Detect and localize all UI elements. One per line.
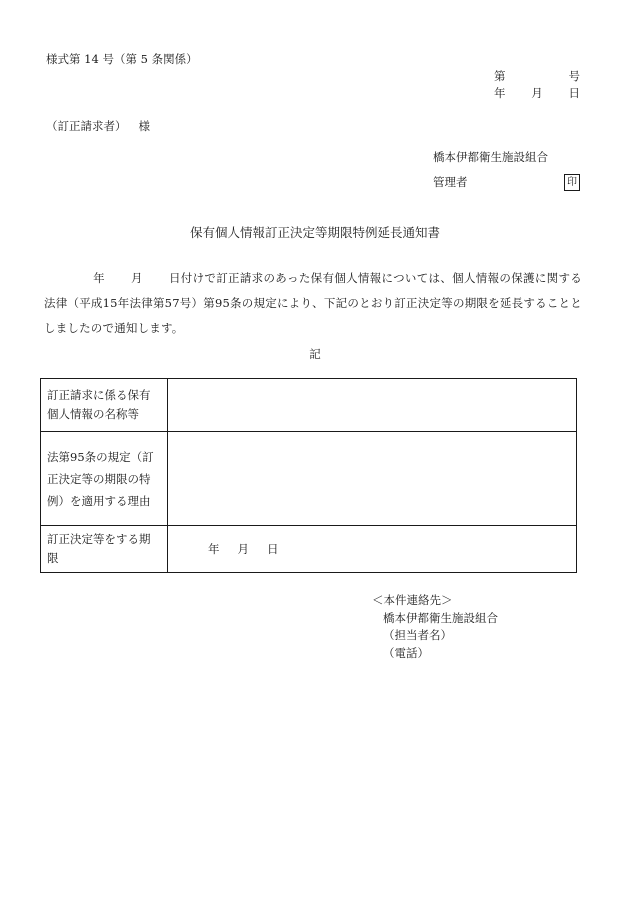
issue-date: [494, 87, 580, 101]
contact-person: （担当者名）: [383, 628, 452, 642]
seal-stamp: 印: [564, 174, 580, 191]
row-value-info-name: [168, 379, 577, 432]
row-value-reason: [168, 432, 577, 526]
recipient: [46, 120, 150, 134]
document-title: 保有個人情報訂正決定等期限特例延長通知書: [189, 225, 440, 240]
body-year: 年: [93, 271, 105, 285]
deadline-year: 年: [208, 541, 220, 556]
body-text: 日付けで訂正請求のあった保有個人情報については、個人情報の保護に関する法律（平成15年法律第57号）第95条の規定により、下記のとおり訂正決定等の期限を延長することとしましたので通知します。: [44, 271, 583, 335]
sender-organization: 橋本伊都衛生施設組合: [433, 150, 548, 164]
details-table: [40, 378, 577, 573]
contact-block: [372, 592, 498, 662]
form-number: 様式第 14 号（第 5 条関係）: [46, 52, 198, 66]
document-number: [494, 70, 580, 84]
contact-organization: 橋本伊都衛生施設組合: [383, 610, 498, 625]
sender-title: 管理者: [433, 175, 468, 189]
table-row: [41, 432, 577, 526]
row-label-reason: 法第95条の規定（訂正決定等の期限の特例）を適用する理由: [41, 432, 168, 526]
issue-date-month: 月: [531, 86, 543, 100]
row-label-info-name: 訂正請求に係る保有個人情報の名称等: [41, 379, 168, 432]
table-row: [41, 379, 577, 432]
deadline-month: 月: [237, 541, 249, 556]
recipient-honorific: 様: [138, 119, 150, 133]
recipient-name: （訂正請求者）: [46, 119, 127, 133]
row-value-deadline: [168, 526, 577, 573]
contact-phone: （電話）: [383, 645, 429, 660]
table-row: [41, 526, 577, 573]
ki-heading: 記: [309, 347, 321, 361]
deadline-day: 日: [267, 541, 279, 556]
issue-date-year: 年: [494, 86, 506, 100]
issue-date-day: 日: [568, 86, 580, 100]
notice-body: [44, 266, 582, 341]
row-label-deadline: 訂正決定等をする期限: [41, 526, 168, 573]
document-number-label: 第: [494, 69, 506, 83]
body-month: 月: [130, 271, 143, 285]
document-number-suffix: 号: [568, 69, 580, 83]
contact-heading: ＜本件連絡先＞: [372, 593, 453, 607]
